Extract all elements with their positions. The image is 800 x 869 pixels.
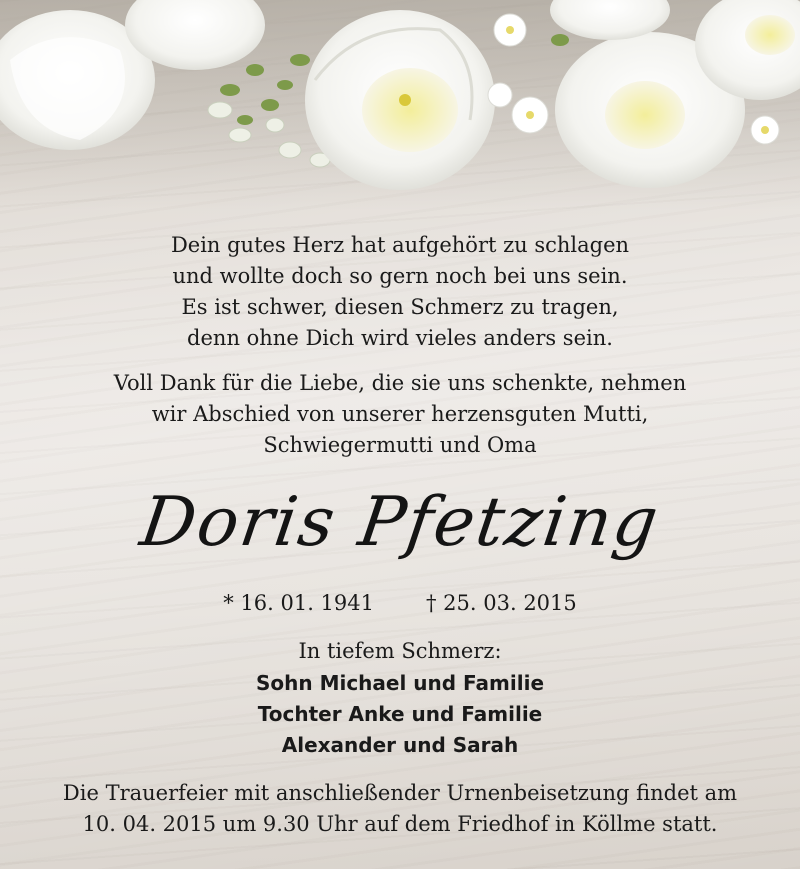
mourner-name: Sohn Michael und Familie: [255, 671, 545, 695]
poem-line: und wollte doch so gern noch bei uns sein.: [172, 264, 628, 288]
mourner-name: Alexander und Sarah: [281, 733, 519, 757]
death-date: † 25. 03. 2015: [426, 591, 577, 615]
dedication-line: Voll Dank für die Liebe, die sie uns schenkte, nehmen: [113, 371, 687, 395]
white-tulips-flowers: [0, 0, 800, 210]
life-dates: [0, 588, 800, 618]
dedication: [0, 368, 800, 461]
mourner-name: Tochter Anke und Familie: [257, 702, 543, 726]
ceremony-info: [0, 778, 800, 840]
poem-line: Es ist schwer, diesen Schmerz zu tragen,: [181, 295, 619, 319]
poem: [0, 230, 800, 354]
mourners-heading: In tiefem Schmerz:: [298, 639, 502, 663]
birth-date: * 16. 01. 1941: [223, 591, 374, 615]
poem-line: Dein gutes Herz hat aufgehört zu schlagen: [170, 233, 630, 257]
mourners-list: [0, 668, 800, 761]
dedication-line: Schwiegermutti und Oma: [263, 433, 537, 457]
ceremony-line: 10. 04. 2015 um 9.30 Uhr auf dem Friedhof in Köllme statt.: [82, 812, 718, 836]
deceased-name: Doris Pfetzing: [135, 483, 665, 562]
ceremony-line: Die Trauerfeier mit anschließender Urnenbeisetzung findet am: [62, 781, 738, 805]
dedication-line: wir Abschied von unserer herzensguten Mutti,: [151, 402, 649, 426]
poem-line: denn ohne Dich wird vieles anders sein.: [187, 326, 613, 350]
